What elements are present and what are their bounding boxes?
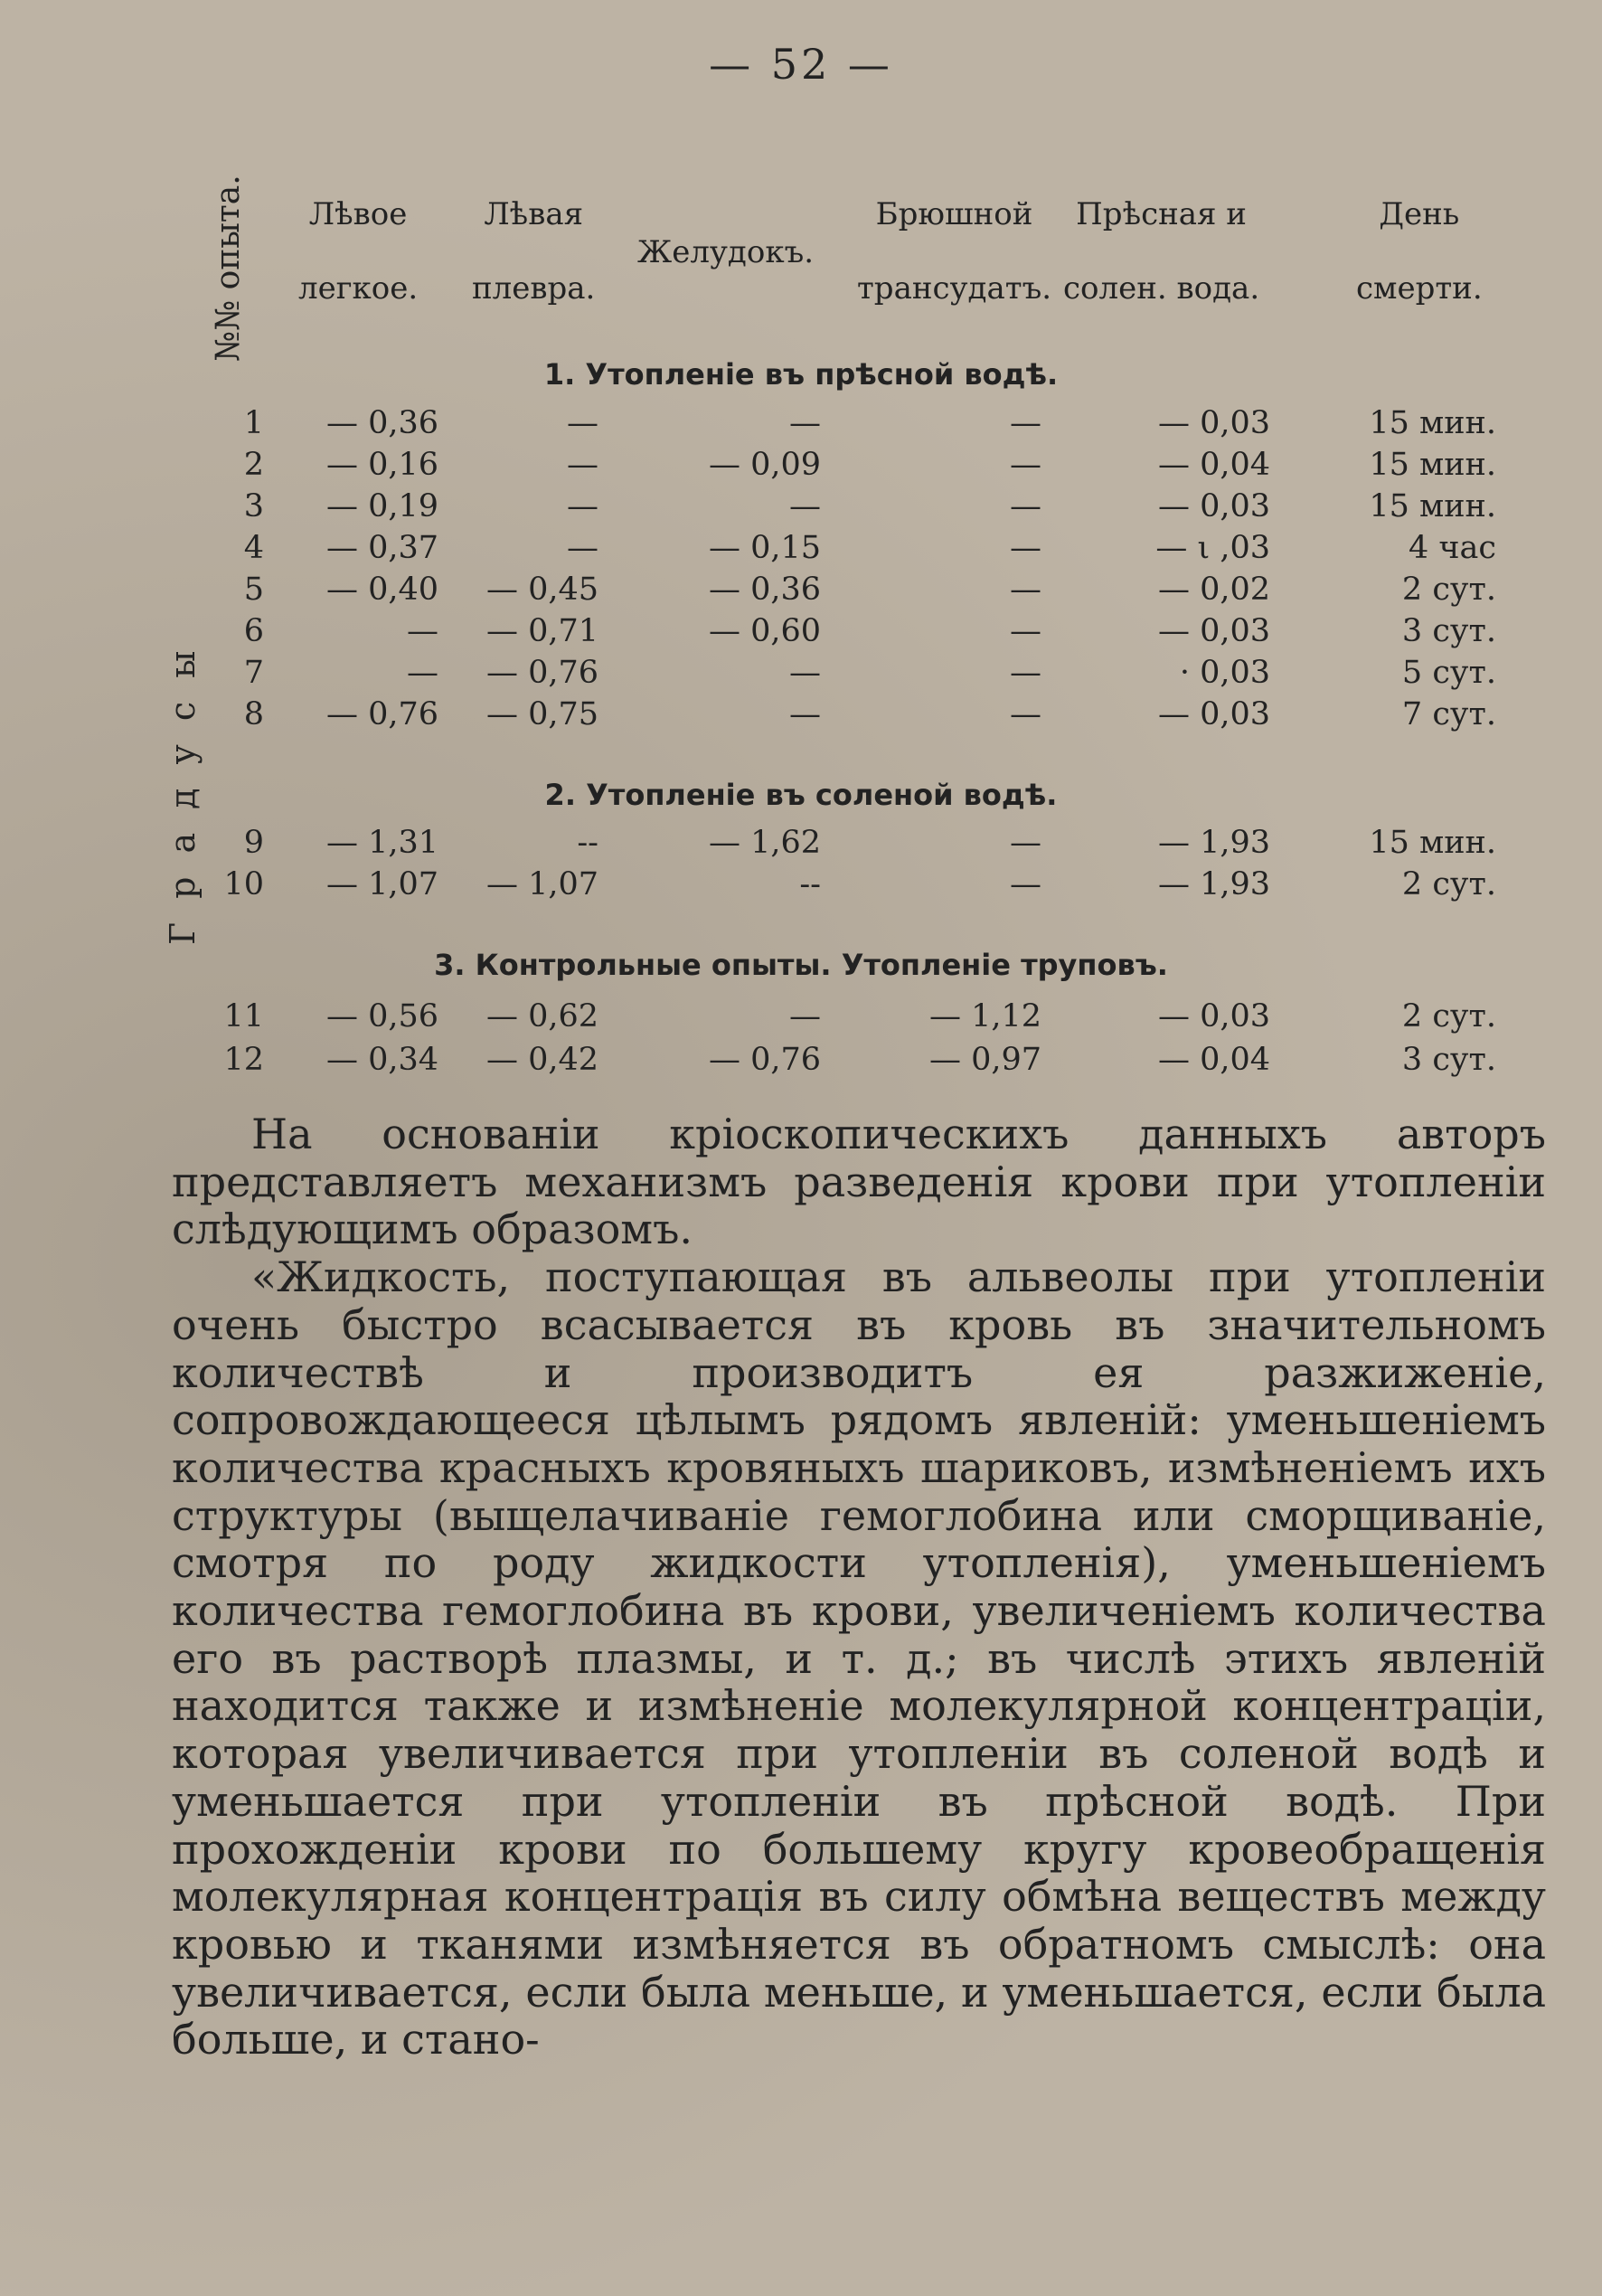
body-text [172,1110,1546,2064]
table-row: 3 — 0,19 — — — — 0,03 15 мин. [243,488,1496,524]
table-row: 12 — 0,34 — 0,42 — 0,76 — 0,97 — 0,04 3 сут. [223,1042,1496,1078]
section-title-fresh-water: 1. Утопленіе въ прѣсной водѣ. [543,357,1059,392]
table-row: 1 — 0,36 — — — — 0,03 15 мин. [243,405,1496,441]
header-stomach: Желудокъ. [637,234,815,270]
page-number: — 52 — [709,40,893,89]
table-row: 7 — — 0,76 — — · 0,03 5 сут. [243,655,1496,691]
header-left-lung: Лѣвое легкое. [298,196,419,307]
table-row: 4 — 0,37 — — 0,15 — — ι ,03 4 час [243,530,1496,566]
table-row: 9 — 1,31 -- — 1,62 — — 1,93 15 мин. [243,825,1496,861]
paragraph: На основаніи кріоскопическихъ данныхъ авторъ представляетъ механизмъ разведенія крови при утопленіи слѣдующимъ образомъ. [172,1110,1546,1254]
header-water: Прѣсная и солен. вода. [1063,196,1260,307]
paragraph: «Жидкость, поступающая въ альвеолы при утопленіи очень быстро всасывается въ кровь въ значительномъ количествѣ и производитъ ея разжиженіе, сопровождающееся цѣлымъ рядомъ явленій: уменьшеніемъ количества красныхъ кровяныхъ шариковъ, измѣненіемъ ихъ структуры (выщелачиваніе гемоглобина или сморщиваніе, смотря по роду жидкости утопленія), уменьшеніемъ количества гемоглобина въ крови, увеличеніемъ количества его въ растворѣ плазмы, и т. д.; въ числѣ этихъ явленій находится также и измѣненіе молекулярной концентраціи, которая увеличивается при утопленіи въ соленой водѣ и уменьшается при утопленіи въ прѣсной водѣ. При прохожденіи крови по большему кругу кровеобращенія молекулярная концентрація въ силу обмѣна веществъ между кровью и тканями измѣняется въ обратномъ смыслѣ: она увеличивается, если была меньше, и уменьшается, если была больше, и стано- [172,1252,1546,2065]
table-row: 8 — 0,76 — 0,75 — — — 0,03 7 сут. [243,696,1496,732]
degrees-group-label: Градусы [163,627,203,945]
header-left-pleura: Лѣвая плевра. [472,196,596,307]
experiment-number-column-label: №№ опыта. [210,175,247,362]
section-title-control: 3. Контрольные опыты. Утопленіе труповъ. [434,948,1168,982]
table-row: 11 — 0,56 — 0,62 — — 1,12 — 0,03 2 сут. [223,998,1496,1035]
table-row: 5 — 0,40 — 0,45 — 0,36 — — 0,02 2 сут. [243,572,1496,608]
table-row: 10 — 1,07 — 1,07 -- — — 1,93 2 сут. [223,866,1496,902]
header-death-day: День смерти. [1356,196,1483,307]
table-row: 6 — — 0,71 — 0,60 — — 0,03 3 сут. [243,613,1496,649]
table-row: 2 — 0,16 — — 0,09 — — 0,04 15 мин. [243,447,1496,483]
header-abdominal-transudate: Брюшной трансудатъ. [857,196,1052,307]
section-title-salt-water: 2. Утопленіе въ соленой водѣ. [544,778,1058,812]
